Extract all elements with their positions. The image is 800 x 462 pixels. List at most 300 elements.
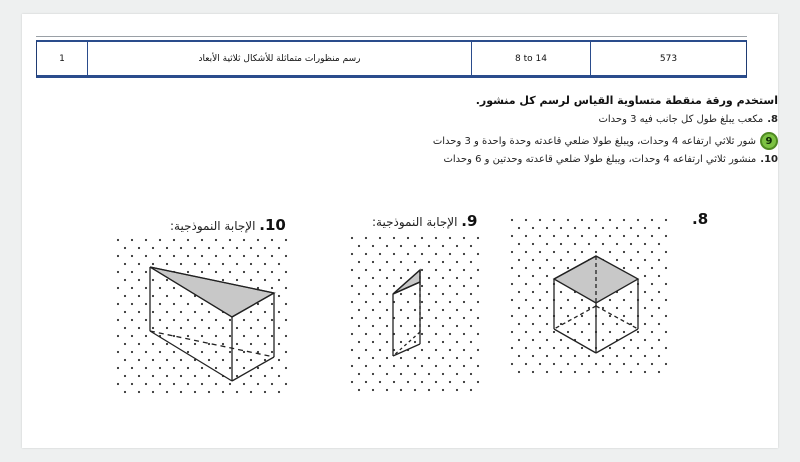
grid-dot — [442, 341, 444, 343]
grid-dot — [285, 351, 287, 353]
grid-dot — [166, 311, 168, 313]
grid-dot — [159, 351, 161, 353]
grid-dot — [477, 301, 479, 303]
grid-dot — [665, 267, 667, 269]
grid-dot — [414, 357, 416, 359]
grid-dot — [201, 367, 203, 369]
grid-dot — [414, 373, 416, 375]
grid-dot — [463, 253, 465, 255]
grid-dot — [138, 247, 140, 249]
grid-dot — [250, 359, 252, 361]
grid-dot — [257, 255, 259, 257]
grid-dot — [658, 275, 660, 277]
grid-dot — [435, 253, 437, 255]
grid-dot — [567, 219, 569, 221]
grid-dot — [539, 267, 541, 269]
grid-dot — [358, 325, 360, 327]
grid-dot — [236, 375, 238, 377]
grid-dot — [159, 303, 161, 305]
grid-dot — [393, 237, 395, 239]
grid-dot — [539, 363, 541, 365]
grid-dot — [518, 323, 520, 325]
grid-dot — [285, 271, 287, 273]
grid-dot — [644, 307, 646, 309]
grid-dot — [152, 263, 154, 265]
grid-dot — [532, 227, 534, 229]
grid-dot — [658, 339, 660, 341]
grid-dot — [609, 331, 611, 333]
grid-dot — [400, 341, 402, 343]
grid-dot — [393, 285, 395, 287]
grid-dot — [264, 327, 266, 329]
grid-dot — [428, 277, 430, 279]
grid-dot — [229, 255, 231, 257]
grid-dot — [414, 389, 416, 391]
grid-dot — [138, 311, 140, 313]
grid-dot — [278, 279, 280, 281]
grid-dot — [525, 235, 527, 237]
grid-dot — [602, 243, 604, 245]
grid-dot — [278, 327, 280, 329]
grid-dot — [124, 343, 126, 345]
grid-dot — [449, 301, 451, 303]
grid-dot — [271, 351, 273, 353]
grid-dot — [449, 285, 451, 287]
grid-dot — [117, 303, 119, 305]
grid-dot — [365, 269, 367, 271]
grid-dot — [379, 349, 381, 351]
grid-dot — [665, 251, 667, 253]
grid-dot — [117, 335, 119, 337]
grid-dot — [553, 235, 555, 237]
grid-dot — [428, 373, 430, 375]
grid-dot — [180, 391, 182, 393]
grid-dot — [131, 287, 133, 289]
grid-dot — [229, 383, 231, 385]
grid-dot — [665, 235, 667, 237]
grid-dot — [665, 299, 667, 301]
grid-dot — [428, 309, 430, 311]
grid-dot — [264, 375, 266, 377]
grid-dot — [588, 307, 590, 309]
grid-dot — [351, 237, 353, 239]
grid-dot — [138, 295, 140, 297]
grid-dot — [372, 341, 374, 343]
grid-dot — [365, 237, 367, 239]
grid-dot — [400, 373, 402, 375]
grid-dot — [236, 263, 238, 265]
grid-dot — [187, 351, 189, 353]
grid-dot — [236, 279, 238, 281]
grid-dot — [145, 287, 147, 289]
grid-dot — [250, 247, 252, 249]
grid-dot — [358, 357, 360, 359]
grid-dot — [257, 383, 259, 385]
grid-dot — [567, 331, 569, 333]
grid-dot — [372, 357, 374, 359]
grid-dot — [560, 371, 562, 373]
grid-dot — [152, 375, 154, 377]
grid-dot — [131, 367, 133, 369]
grid-dot — [285, 383, 287, 385]
grid-dot — [166, 375, 168, 377]
grid-dot — [379, 301, 381, 303]
grid-dot — [456, 245, 458, 247]
grid-dot — [449, 349, 451, 351]
grid-dot — [477, 285, 479, 287]
grid-dot — [616, 259, 618, 261]
grid-dot — [372, 309, 374, 311]
grid-dot — [386, 373, 388, 375]
grid-dot — [264, 279, 266, 281]
grid-dot — [180, 375, 182, 377]
grid-dot — [644, 259, 646, 261]
lesson-number: 1 — [37, 42, 88, 75]
grid-dot — [400, 245, 402, 247]
grid-dot — [463, 269, 465, 271]
grid-dot — [400, 357, 402, 359]
grid-dot — [651, 267, 653, 269]
grid-dot — [358, 277, 360, 279]
grid-dot — [595, 251, 597, 253]
grid-dot — [271, 255, 273, 257]
instruction-text: استخدم ورقة منقطة متساوية القياس لرسم كل منشور. — [475, 94, 778, 107]
grid-dot — [365, 381, 367, 383]
grid-dot — [442, 373, 444, 375]
grid-dot — [145, 255, 147, 257]
grid-dot — [449, 237, 451, 239]
grid-dot — [435, 285, 437, 287]
grid-dot — [539, 299, 541, 301]
grid-dot — [449, 317, 451, 319]
grid-dot — [243, 351, 245, 353]
grid-dot — [477, 253, 479, 255]
grid-dot — [658, 355, 660, 357]
grid-dot — [386, 293, 388, 295]
grid-dot — [250, 279, 252, 281]
grid-dot — [546, 243, 548, 245]
grid-dot — [644, 323, 646, 325]
grid-dot — [630, 323, 632, 325]
grid-dot — [630, 339, 632, 341]
grid-dot — [644, 243, 646, 245]
grid-dot — [435, 365, 437, 367]
grid-dot — [124, 327, 126, 329]
grid-dot — [208, 375, 210, 377]
grid-dot — [379, 285, 381, 287]
grid-dot — [588, 243, 590, 245]
grid-dot — [271, 335, 273, 337]
grid-dot — [145, 303, 147, 305]
grid-dot — [609, 363, 611, 365]
grid-dot — [236, 359, 238, 361]
grid-dot — [250, 311, 252, 313]
grid-dot — [637, 331, 639, 333]
grid-dot — [567, 267, 569, 269]
grid-dot — [609, 315, 611, 317]
grid-dot — [278, 359, 280, 361]
grid-dot — [651, 235, 653, 237]
grid-dot — [208, 359, 210, 361]
grid-dot — [532, 355, 534, 357]
grid-dot — [456, 277, 458, 279]
grid-dot — [442, 389, 444, 391]
grid-dot — [456, 389, 458, 391]
grid-dot — [567, 251, 569, 253]
grid-dot — [285, 367, 287, 369]
grid-dot — [470, 309, 472, 311]
grid-dot — [525, 283, 527, 285]
grid-dot — [379, 333, 381, 335]
grid-dot — [637, 219, 639, 221]
grid-dot — [131, 319, 133, 321]
grid-dot — [602, 371, 604, 373]
grid-dot — [477, 349, 479, 351]
grid-dot — [257, 351, 259, 353]
grid-dot — [651, 251, 653, 253]
grid-dot — [539, 251, 541, 253]
grid-dot — [194, 327, 196, 329]
grid-dot — [560, 259, 562, 261]
grid-dot — [644, 355, 646, 357]
grid-dot — [532, 323, 534, 325]
grid-dot — [456, 357, 458, 359]
grid-dot — [644, 227, 646, 229]
grid-dot — [358, 309, 360, 311]
grid-dot — [173, 351, 175, 353]
grid-dot — [124, 279, 126, 281]
grid-dot — [180, 263, 182, 265]
grid-dot — [379, 317, 381, 319]
grid-dot — [539, 235, 541, 237]
grid-dot — [518, 227, 520, 229]
grid-dot — [588, 355, 590, 357]
grid-dot — [152, 327, 154, 329]
grid-dot — [463, 381, 465, 383]
grid-dot — [470, 293, 472, 295]
grid-dot — [180, 359, 182, 361]
grid-dot — [407, 253, 409, 255]
grid-dot — [201, 335, 203, 337]
grid-dot — [278, 391, 280, 393]
grid-dot — [152, 343, 154, 345]
grid-dot — [630, 243, 632, 245]
grid-dot — [124, 311, 126, 313]
grid-dot — [518, 291, 520, 293]
grid-dot — [250, 391, 252, 393]
grid-dot — [477, 365, 479, 367]
grid-dot — [518, 355, 520, 357]
grid-dot — [553, 363, 555, 365]
grid-dot — [567, 235, 569, 237]
grid-dot — [595, 363, 597, 365]
grid-dot — [236, 247, 238, 249]
grid-dot — [400, 389, 402, 391]
grid-dot — [658, 323, 660, 325]
grid-dot — [525, 315, 527, 317]
grid-dot — [651, 347, 653, 349]
grid-dot — [187, 367, 189, 369]
grid-dot — [463, 333, 465, 335]
grid-dot — [470, 245, 472, 247]
grid-dot — [442, 357, 444, 359]
grid-dot — [264, 311, 266, 313]
grid-dot — [539, 331, 541, 333]
grid-dot — [435, 381, 437, 383]
grid-dot — [574, 259, 576, 261]
grid-dot — [215, 383, 217, 385]
grid-dot — [456, 293, 458, 295]
grid-dot — [609, 251, 611, 253]
grid-dot — [449, 365, 451, 367]
triangular-prism-9-drawing — [393, 270, 420, 356]
grid-dot — [215, 239, 217, 241]
grid-dot — [131, 383, 133, 385]
grid-dot — [372, 261, 374, 263]
grid-dot — [616, 307, 618, 309]
grid-dot — [428, 325, 430, 327]
grid-dot — [511, 299, 513, 301]
grid-dot — [264, 359, 266, 361]
grid-dot — [278, 343, 280, 345]
grid-dot — [532, 307, 534, 309]
grid-dot — [532, 243, 534, 245]
grid-dot — [511, 283, 513, 285]
grid-dot — [166, 295, 168, 297]
grid-dot — [644, 291, 646, 293]
grid-dot — [518, 259, 520, 261]
grid-dot — [285, 287, 287, 289]
grid-dot — [407, 317, 409, 319]
grid-dot — [525, 267, 527, 269]
grid-dot — [117, 287, 119, 289]
exercise-text: شور ثلاثي ارتفاعه 4 وحدات، ويبلغ طولا ضلعي قاعدته وحدة واحدة و 3 وحدات — [432, 135, 756, 147]
grid-dot — [651, 219, 653, 221]
grid-dot — [477, 381, 479, 383]
grid-dot — [124, 375, 126, 377]
grid-dot — [449, 333, 451, 335]
grid-dot — [208, 263, 210, 265]
grid-dot — [463, 285, 465, 287]
grid-dot — [407, 237, 409, 239]
grid-dot — [407, 381, 409, 383]
grid-dot — [159, 239, 161, 241]
grid-dot — [665, 363, 667, 365]
grid-dot — [518, 307, 520, 309]
grid-dot — [630, 259, 632, 261]
grid-dot — [435, 269, 437, 271]
grid-dot — [602, 227, 604, 229]
grid-dot — [609, 235, 611, 237]
grid-dot — [180, 311, 182, 313]
grid-dot — [393, 253, 395, 255]
grid-dot — [180, 295, 182, 297]
grid-dot — [470, 373, 472, 375]
grid-dot — [463, 365, 465, 367]
grid-dot — [525, 299, 527, 301]
grid-dot — [131, 255, 133, 257]
grid-dot — [449, 253, 451, 255]
grid-dot — [532, 339, 534, 341]
grid-dot — [222, 343, 224, 345]
grid-dot — [609, 347, 611, 349]
grid-dot — [138, 391, 140, 393]
grid-dot — [609, 219, 611, 221]
grid-dot — [414, 341, 416, 343]
grid-dot — [553, 347, 555, 349]
grid-dot — [644, 371, 646, 373]
grid-dot — [407, 301, 409, 303]
grid-dot — [637, 251, 639, 253]
grid-dot — [278, 295, 280, 297]
grid-dot — [630, 371, 632, 373]
grid-dot — [400, 261, 402, 263]
grid-dot — [449, 269, 451, 271]
grid-dot — [358, 293, 360, 295]
grid-dot — [386, 277, 388, 279]
grid-dot — [351, 317, 353, 319]
grid-dot — [623, 219, 625, 221]
grid-dot — [560, 291, 562, 293]
grid-dot — [553, 219, 555, 221]
grid-dot — [435, 237, 437, 239]
grid-dot — [400, 309, 402, 311]
grid-dot — [166, 247, 168, 249]
grid-dot — [511, 363, 513, 365]
grid-dot — [525, 219, 527, 221]
grid-dot — [525, 331, 527, 333]
grid-dot — [243, 335, 245, 337]
grid-dot — [539, 347, 541, 349]
grid-dot — [567, 315, 569, 317]
grid-dot — [243, 271, 245, 273]
grid-dot — [588, 371, 590, 373]
grid-dot — [229, 335, 231, 337]
grid-dot — [637, 347, 639, 349]
grid-dot — [414, 261, 416, 263]
grid-dot — [222, 279, 224, 281]
grid-dot — [229, 367, 231, 369]
grid-dot — [651, 363, 653, 365]
grid-dot — [539, 315, 541, 317]
grid-dot — [581, 363, 583, 365]
grid-dot — [616, 243, 618, 245]
isometric-dot-grid — [117, 219, 667, 393]
grid-dot — [379, 365, 381, 367]
grid-dot — [159, 319, 161, 321]
grid-dot — [442, 325, 444, 327]
grid-dot — [532, 371, 534, 373]
grid-dot — [421, 381, 423, 383]
grid-dot — [546, 371, 548, 373]
grid-dot — [285, 239, 287, 241]
grid-dot — [208, 391, 210, 393]
grid-dot — [588, 323, 590, 325]
grid-dot — [152, 359, 154, 361]
grid-dot — [435, 301, 437, 303]
grid-dot — [351, 365, 353, 367]
grid-dot — [152, 295, 154, 297]
grid-dot — [421, 349, 423, 351]
grid-dot — [435, 333, 437, 335]
grid-dot — [665, 219, 667, 221]
grid-dot — [187, 239, 189, 241]
grid-dot — [236, 343, 238, 345]
grid-dot — [393, 381, 395, 383]
grid-dot — [616, 323, 618, 325]
grid-dot — [222, 391, 224, 393]
grid-dot — [630, 291, 632, 293]
